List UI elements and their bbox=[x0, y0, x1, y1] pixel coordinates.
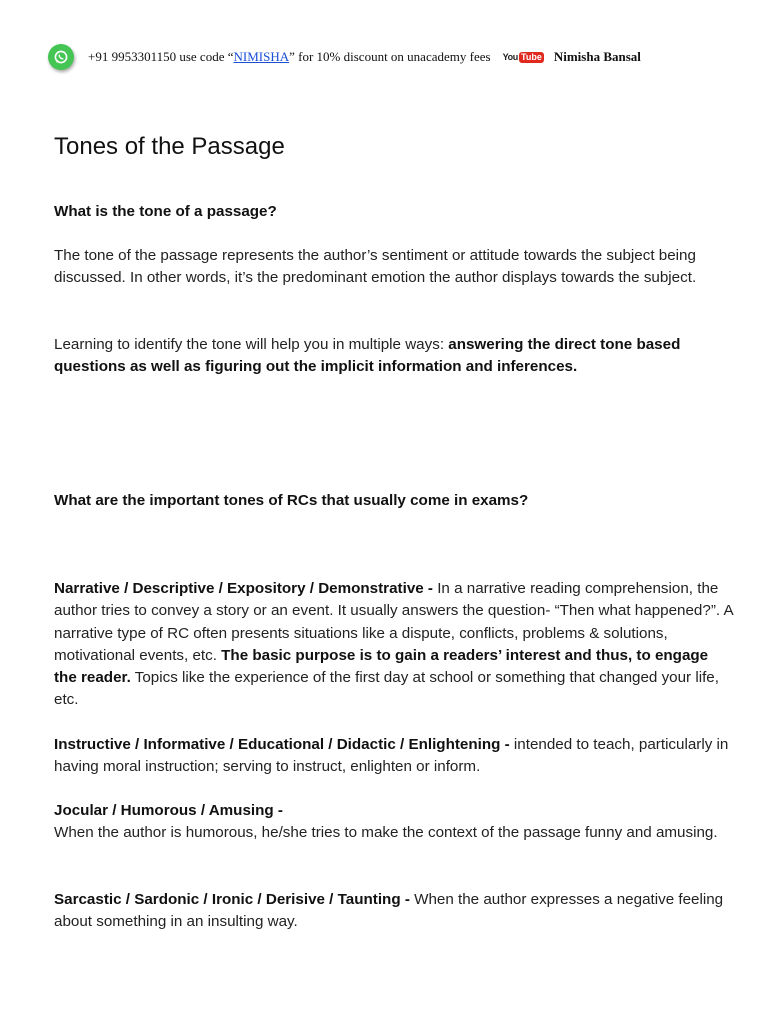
tone-emphasis: The basic purpose is to gain a readers’ interest and thus, to engage the reader. bbox=[54, 646, 709, 687]
tone-term: Instructive / Informative / Educational / Didactic / Enlightening - bbox=[54, 736, 514, 753]
question-important-tones: What are the important tones of RCs that usually come in exams? bbox=[54, 492, 529, 509]
tone-item-instructive: Instructive / Informative / Educational / Didactic / Enlightening - intended to teach, particularly in having moral instruction; serving to instruct, enlighten or inform. bbox=[54, 736, 729, 776]
paragraph-tone-definition: The tone of the passage represents the author’s sentiment or attitude towards the subject being discussed. In other words, it’s the predominant emotion the author displays towards the subject. bbox=[54, 247, 697, 287]
tone-item-sarcastic: Sarcastic / Sardonic / Ironic / Derisive / Taunting - When the author expresses a negative feeling about something in an insulting way. bbox=[54, 891, 724, 931]
emphasis-learning-tone: answering the direct tone based questions as well as figuring out the implicit information and inferences. bbox=[54, 336, 681, 376]
channel-name: Nimisha Bansal bbox=[553, 49, 641, 64]
youtube-logo-tube: Tube bbox=[521, 51, 542, 62]
tone-term: Jocular / Humorous / Amusing - bbox=[54, 802, 283, 819]
contact-line: +91 9953301150 use code “NIMISHA” for 10% discount on unacademy fees bbox=[88, 49, 491, 64]
tone-term: Sarcastic / Sardonic / Ironic / Derisive / Taunting - bbox=[54, 891, 415, 908]
question-tone-definition: What is the tone of a passage? bbox=[54, 203, 277, 220]
tone-item-narrative: Narrative / Descriptive / Expository / Demonstrative - In a narrative reading comprehension, the author tries to convey a story or an event. It usually answers the question- “Then what happened?”. A narrative type of RC often presents situations like a dispute, conflicts, problems & solutions, motivational events, etc. The basic purpose is to gain a readers’ interest and thus, to engage the reader. Topics like the experience of the first day at school or something that changed your life, etc. bbox=[54, 580, 733, 709]
tone-item-jocular: Jocular / Humorous / Amusing - When the author is humorous, he/she tries to make the context of the passage funny and amusing. bbox=[54, 802, 718, 842]
paragraph-learning-tone: Learning to identify the tone will help you in multiple ways: answering the direct tone based questions as well as figuring out the implicit information and inferences. bbox=[54, 336, 681, 376]
youtube-logo-you: You bbox=[502, 52, 518, 62]
document-title: Tones of the Passage bbox=[54, 133, 285, 160]
tone-term: Narrative / Descriptive / Expository / Demonstrative - bbox=[54, 580, 438, 597]
page-header bbox=[48, 44, 641, 70]
youtube-logo[interactable] bbox=[503, 52, 544, 63]
discount-code-link[interactable]: NIMISHA bbox=[233, 49, 290, 64]
whatsapp-icon bbox=[48, 44, 74, 70]
